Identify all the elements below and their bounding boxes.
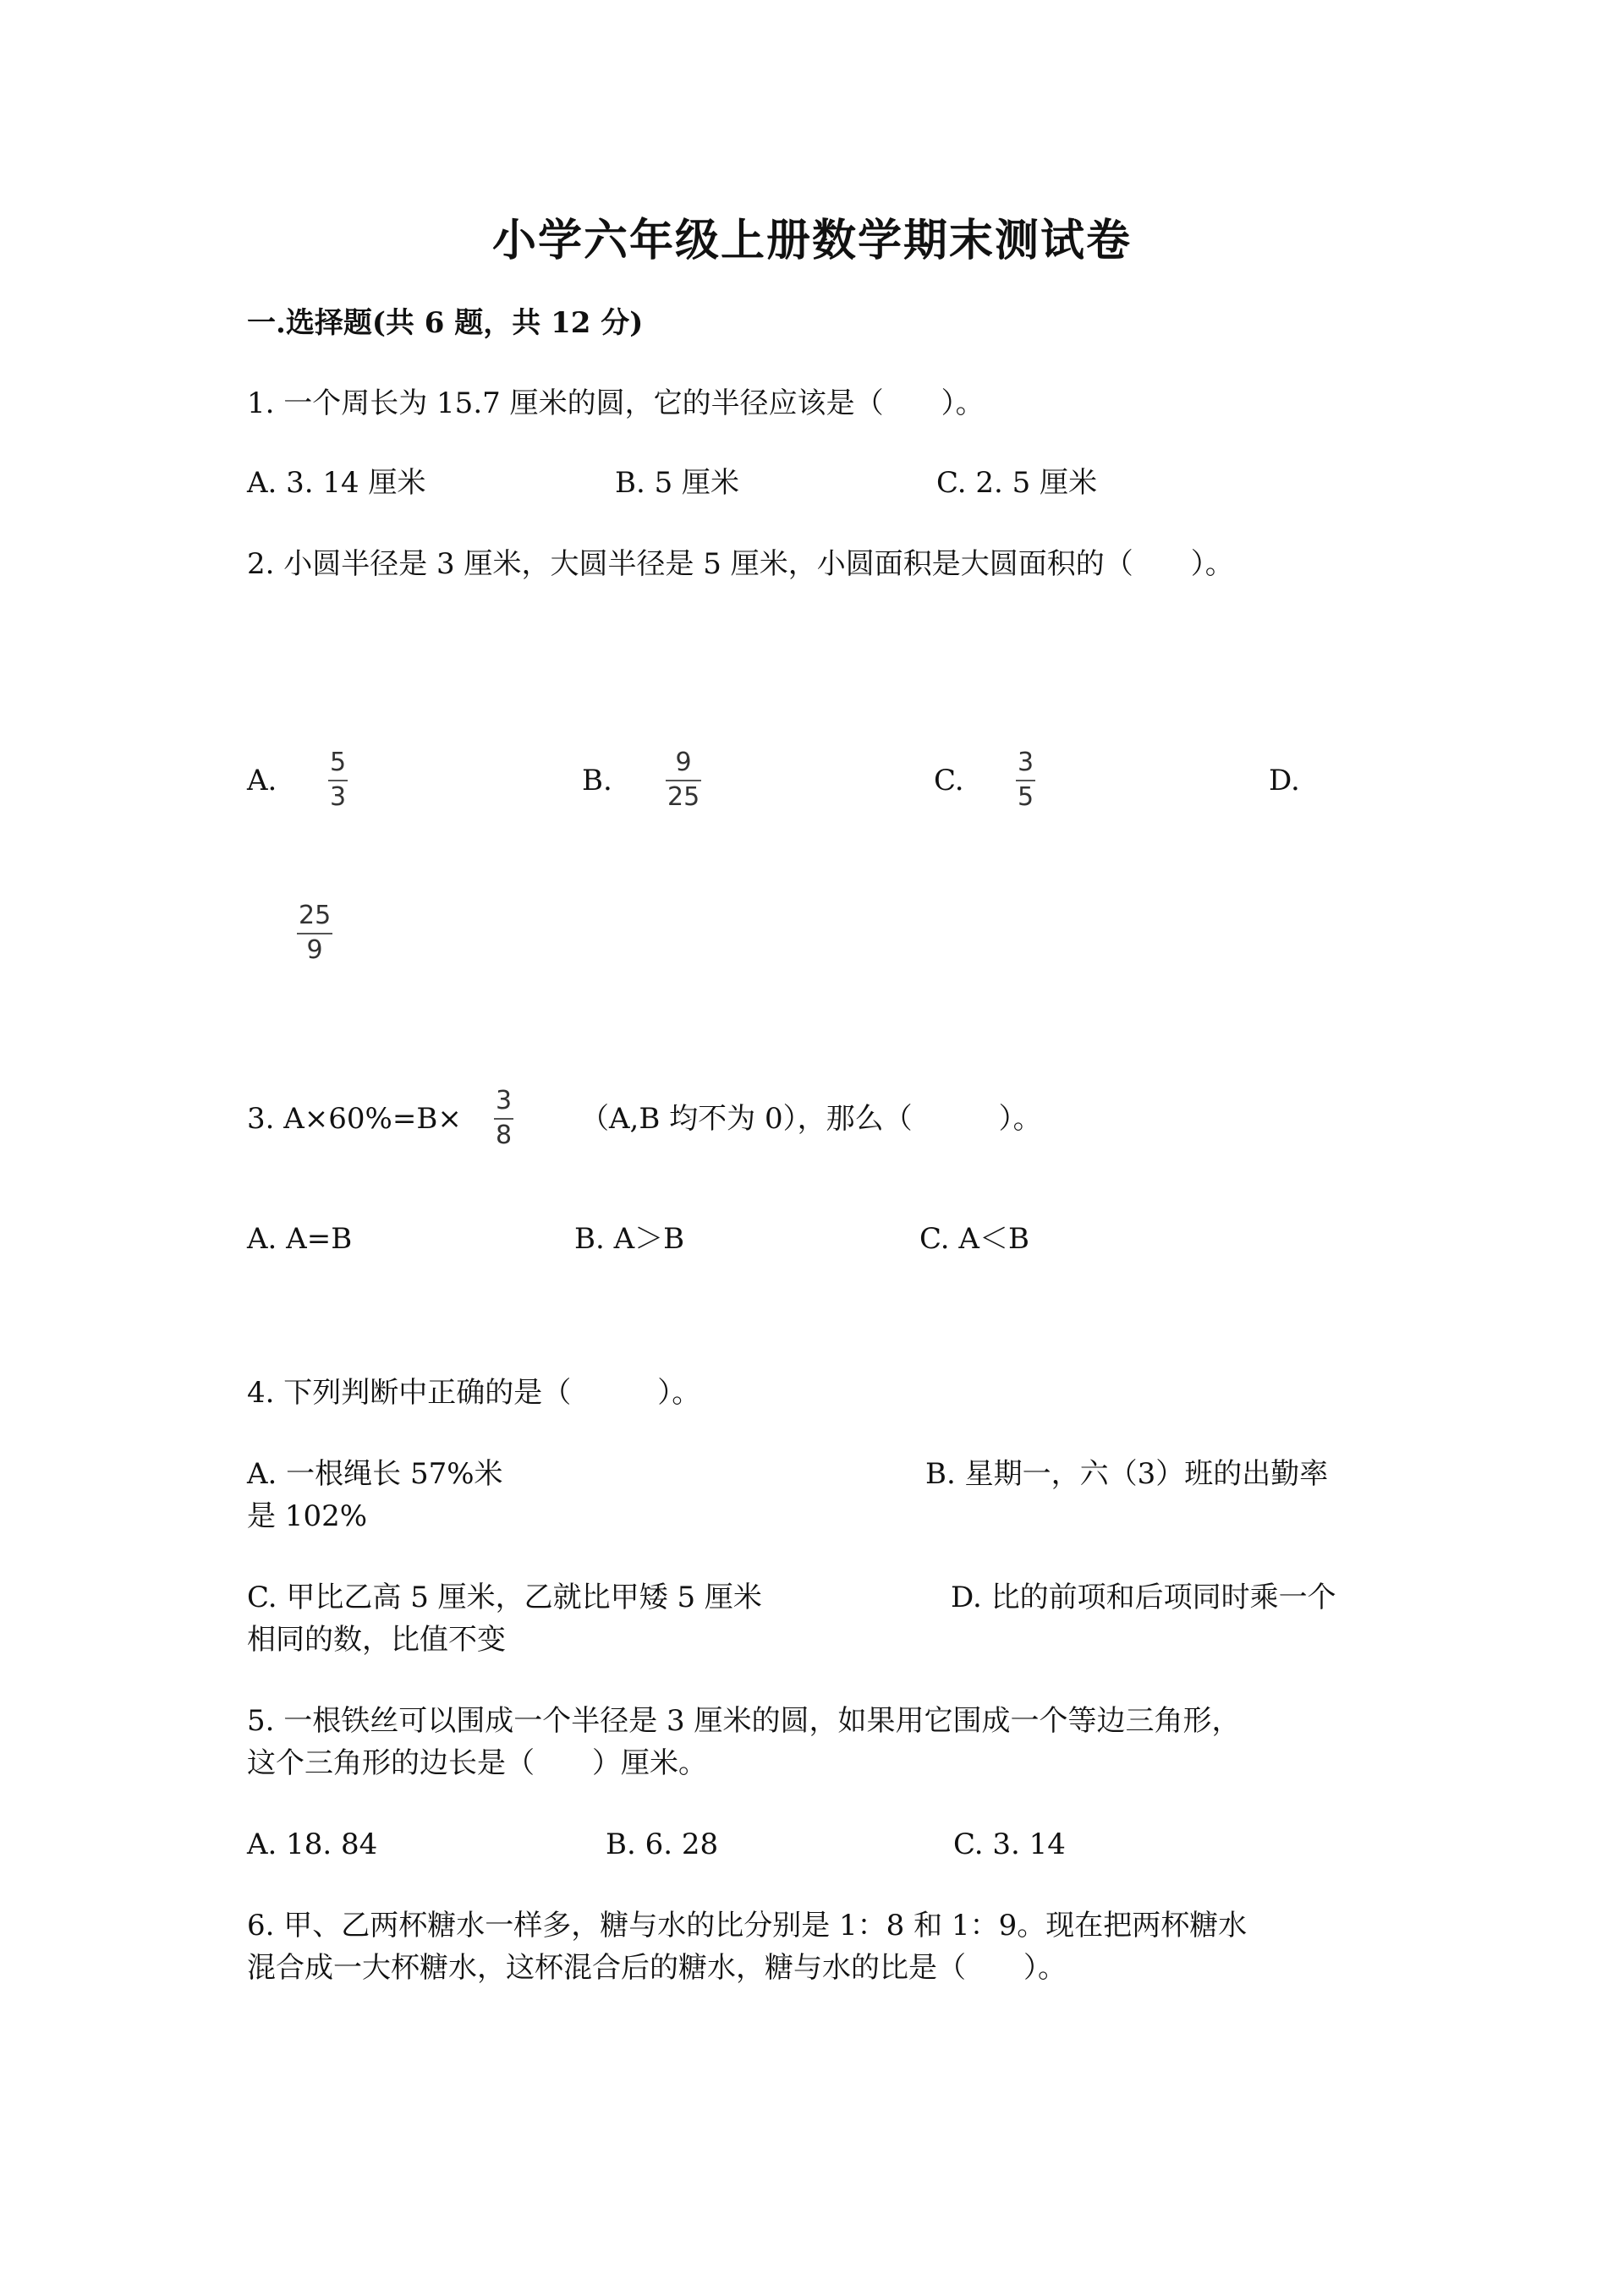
question-3-fraction bbox=[494, 1087, 513, 1150]
section-heading: 一.选择题(共 6 题，共 12 分) bbox=[247, 306, 644, 340]
question-5-stem-line-2: 这个三角形的边长是（ ）厘米。 bbox=[247, 1746, 707, 1780]
question-1-option-a: A. 3. 14 厘米 bbox=[247, 466, 426, 500]
question-2-stem: 2. 小圆半径是 3 厘米，大圆半径是 5 厘米，小圆面积是大圆面积的（ ）。 bbox=[247, 547, 1234, 581]
question-5-option-b: B. 6. 28 bbox=[606, 1827, 719, 1861]
fraction-denominator: 3 bbox=[330, 781, 347, 812]
question-5-stem-line-1: 5. 一根铁丝可以围成一个半径是 3 厘米的圆，如果用它围成一个等边三角形， bbox=[247, 1704, 1241, 1738]
question-4-option-d: D. 比的前项和后项同时乘一个 bbox=[951, 1581, 1336, 1614]
fraction-bar bbox=[328, 780, 348, 781]
question-1-option-c: C. 2. 5 厘米 bbox=[936, 466, 1098, 500]
fraction-denominator: 25 bbox=[667, 781, 700, 812]
question-4-option-b: B. 星期一，六（3）班的出勤率 bbox=[925, 1457, 1329, 1491]
question-6-stem-line-1: 6. 甲、乙两杯糖水一样多，糖与水的比分别是 1：8 和 1：9。现在把两杯糖水 bbox=[247, 1909, 1248, 1943]
fraction-numerator: 5 bbox=[330, 748, 347, 777]
question-3-option-c: C. A＜B bbox=[919, 1222, 1029, 1256]
question-2-option-b-fraction bbox=[666, 748, 701, 812]
fraction-denominator: 5 bbox=[1018, 781, 1034, 812]
fraction-numerator: 9 bbox=[675, 748, 692, 777]
question-1-option-b: B. 5 厘米 bbox=[615, 466, 740, 500]
question-4-option-a: A. 一根绳长 57%米 bbox=[247, 1457, 503, 1491]
fraction-bar bbox=[494, 1118, 513, 1120]
question-6-stem-line-2: 混合成一大杯糖水，这杯混合后的糖水，糖与水的比是（ ）。 bbox=[247, 1951, 1067, 1985]
fraction-numerator: 3 bbox=[496, 1086, 513, 1115]
question-3-option-b: B. A＞B bbox=[574, 1222, 685, 1256]
question-2-option-d-fraction bbox=[297, 901, 332, 965]
fraction-denominator: 8 bbox=[496, 1120, 513, 1150]
question-5-option-c: C. 3. 14 bbox=[953, 1827, 1066, 1861]
question-2-option-c-label: C. bbox=[934, 764, 964, 797]
fraction-bar bbox=[666, 780, 701, 781]
question-5-option-a: A. 18. 84 bbox=[247, 1827, 378, 1861]
question-2-option-b-label: B. bbox=[582, 764, 612, 797]
fraction-numerator: 3 bbox=[1018, 748, 1034, 777]
question-2-option-a-label: A. bbox=[247, 764, 277, 797]
question-2-option-a-fraction bbox=[328, 748, 348, 812]
page-title: 小学六年级上册数学期末测试卷 bbox=[491, 215, 1132, 266]
question-4-option-d-continued: 相同的数，比值不变 bbox=[247, 1623, 506, 1657]
fraction-numerator: 25 bbox=[299, 901, 332, 930]
question-3-option-a: A. A=B bbox=[247, 1222, 353, 1256]
fraction-bar bbox=[297, 933, 332, 934]
question-3-stem-left: 3. A×60%=B× bbox=[247, 1102, 462, 1136]
question-2-option-c-fraction bbox=[1016, 748, 1035, 812]
question-4-option-c: C. 甲比乙高 5 厘米，乙就比甲矮 5 厘米 bbox=[247, 1581, 762, 1614]
fraction-denominator: 9 bbox=[306, 934, 323, 965]
question-4-option-b-continued: 是 102% bbox=[247, 1499, 368, 1533]
question-2-option-d-label: D. bbox=[1269, 764, 1300, 797]
fraction-bar bbox=[1016, 780, 1035, 781]
question-3-stem-right: （A,B 均不为 0），那么（ ）。 bbox=[580, 1102, 1042, 1136]
question-4-stem: 4. 下列判断中正确的是（ ）。 bbox=[247, 1376, 701, 1410]
question-1-stem: 1. 一个周长为 15.7 厘米的圆，它的半径应该是（ ）。 bbox=[247, 386, 985, 420]
